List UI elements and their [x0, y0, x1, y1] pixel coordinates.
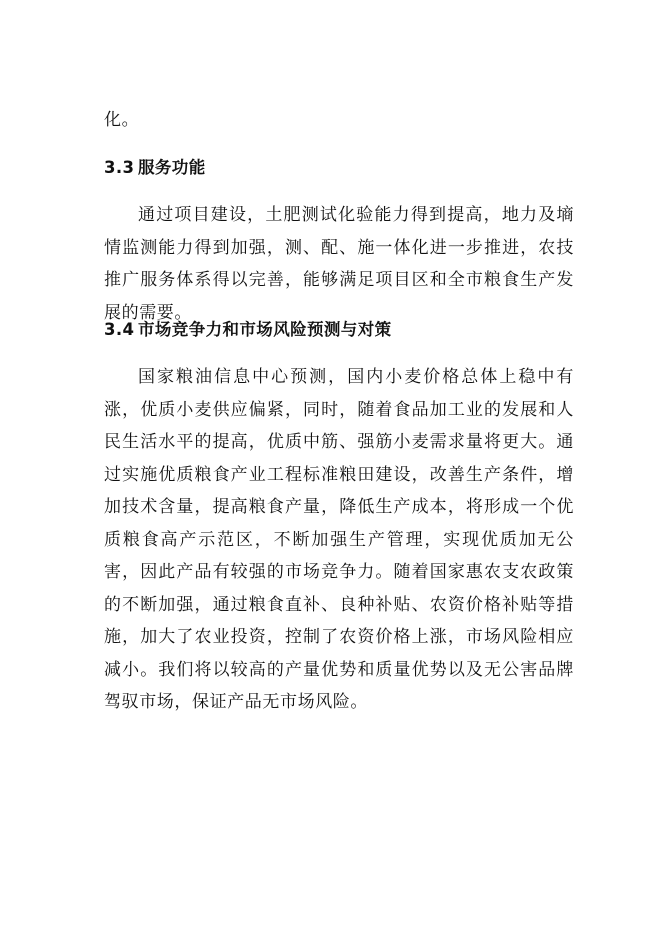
section-heading-3-4: [104, 319, 392, 341]
section-title: 服务功能: [138, 158, 206, 177]
section-heading-3-3: [104, 157, 206, 179]
section-number: 3.3: [104, 158, 135, 177]
section-paragraph-3-4: 国家粮油信息中心预测，国内小麦价格总体上稳中有涨，优质小麦供应偏紧，同时，随着食品加工业的发展和人民生活水平的提高，优质中筋、强筋小麦需求量将更大。通过实施优质粮食产业工程标准粮田建设，改善生产条件，增加技术含量，提高粮食产量，降低生产成本，将形成一个优质粮食高产示范区，不断加强生产管理，实现优质加无公害，因此产品有较强的市场竞争力。随着国家惠农支农政策的不断加强，通过粮食直补、良种补贴、农资价格补贴等措施，加大了农业投资，控制了农资价格上涨，市场风险相应减小。我们将以较高的产量优势和质量优势以及无公害品牌驾驭市场，保证产品无市场风险。: [104, 367, 574, 712]
continuation-text: 化。: [104, 110, 140, 130]
section-number: 3.4: [104, 320, 135, 339]
section-paragraph-3-3: 通过项目建设，土肥测试化验能力得到提高，地力及墒情监测能力得到加强，测、配、施一体化进一步推进，农技推广服务体系得以完善，能够满足项目区和全市粮食生产发展的需要。: [104, 205, 574, 323]
section-title: 市场竞争力和市场风险预测与对策: [138, 320, 392, 339]
